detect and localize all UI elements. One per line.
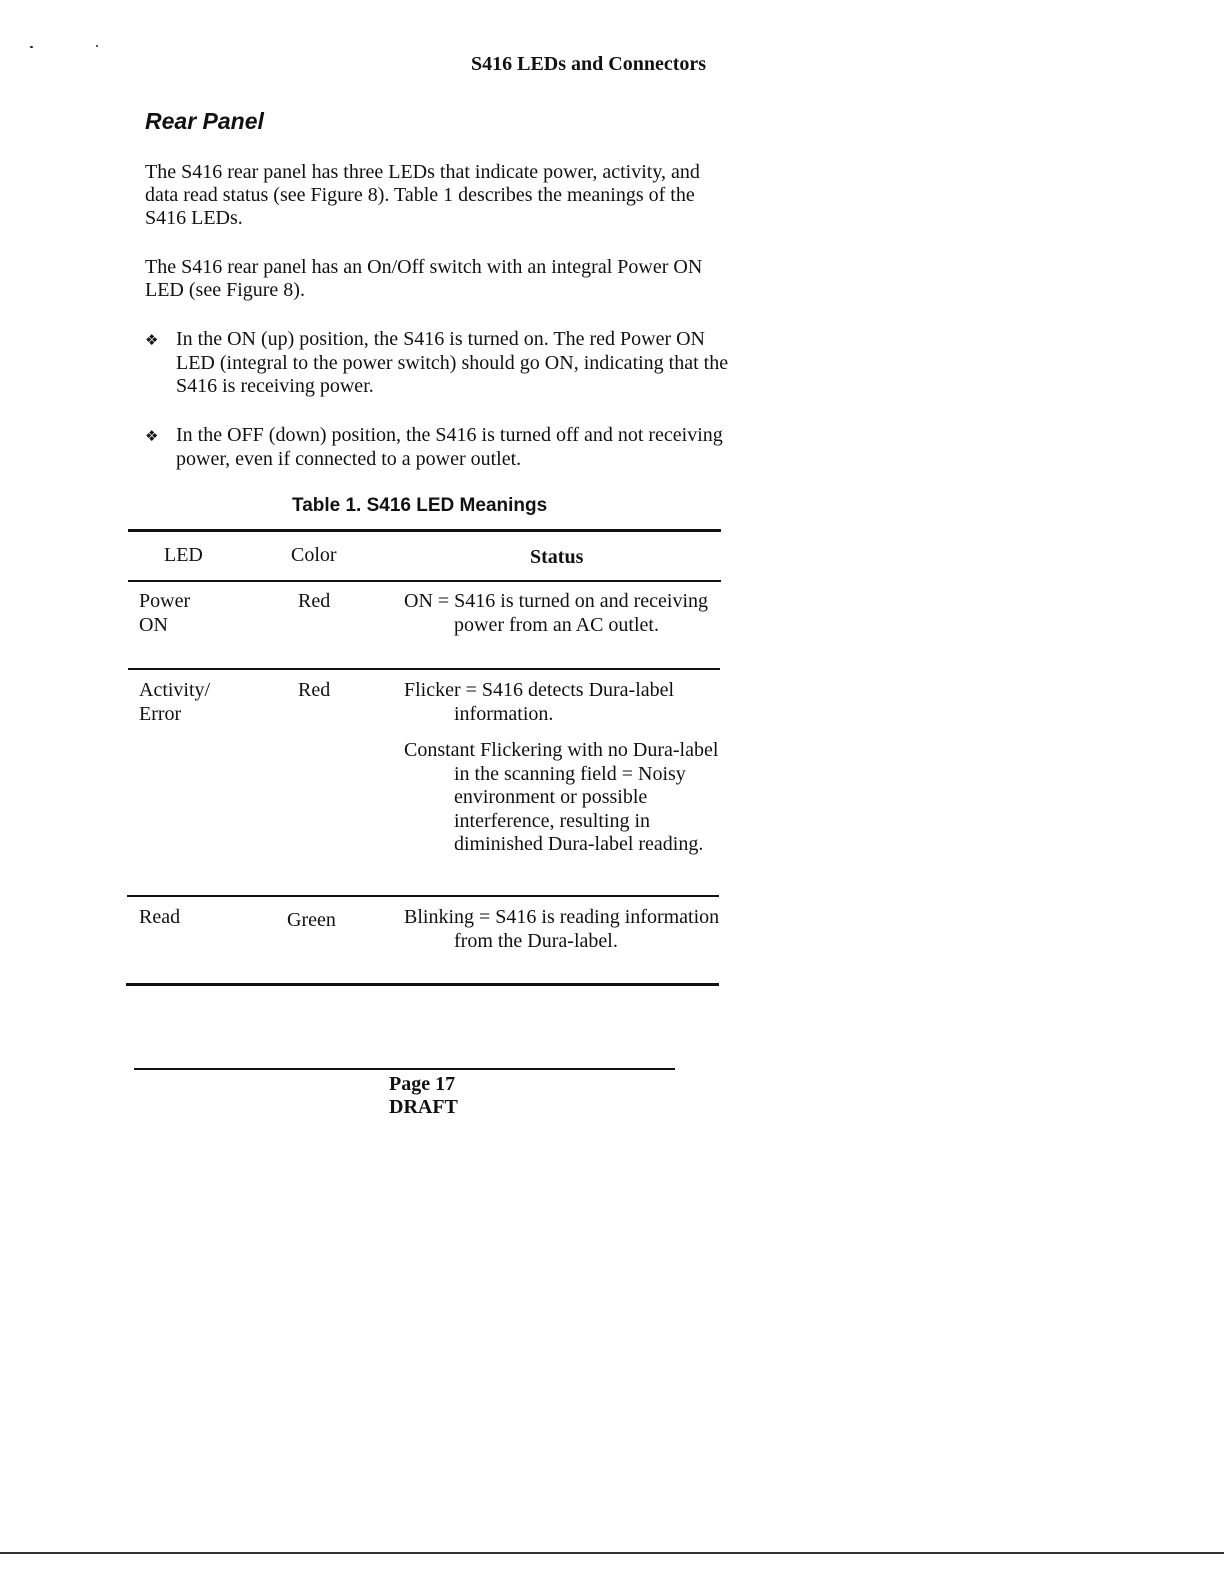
table-row-read-color: Green xyxy=(287,909,336,931)
scan-edge-rule xyxy=(0,1552,1224,1554)
column-header-color: Color xyxy=(291,544,337,566)
table-caption: Table 1. S416 LED Meanings xyxy=(292,495,548,516)
led-name-line: Error xyxy=(139,702,182,725)
diamond-bullet-icon: ❖ xyxy=(145,331,159,349)
column-header-status: Status xyxy=(530,546,584,568)
led-name-line: Activity/ xyxy=(139,679,211,701)
bullet-text: In the OFF (down) position, the S416 is turned off and not receiving power, even if connected to a power outlet. xyxy=(176,424,723,470)
bullet-text: In the ON (up) position, the S416 is turned on. The red Power ON LED (integral to the power switch) should go ON, indicating that the S416 is receiving power. xyxy=(176,328,729,397)
scan-speck xyxy=(96,45,98,47)
table-row-power-status xyxy=(404,590,724,647)
status-entry: Blinking = S416 is reading information from the Dura-label. xyxy=(404,906,720,952)
table-row-read-status xyxy=(404,906,724,963)
table-row-rule xyxy=(127,895,719,897)
intro-paragraph: The S416 rear panel has three LEDs that indicate power, activity, and data read status (see Figure 8). Table 1 describes the meanings of the S416 LEDs. xyxy=(145,161,700,229)
page-number: Page 17 xyxy=(389,1073,456,1095)
diamond-bullet-icon: ❖ xyxy=(145,427,159,445)
table-header-rule xyxy=(128,580,721,582)
table-row-power-led xyxy=(139,590,269,637)
table-row-activity-color: Red xyxy=(298,679,331,701)
section-heading: Rear Panel xyxy=(145,108,264,134)
led-name-line: ON xyxy=(139,613,168,636)
page-footer xyxy=(389,1073,458,1119)
status-entry: ON = S416 is turned on and receiving power from an AC outlet. xyxy=(404,590,709,636)
draft-label: DRAFT xyxy=(389,1096,458,1118)
table-top-rule xyxy=(128,529,721,532)
table-bottom-rule xyxy=(126,983,719,986)
switch-paragraph: The S416 rear panel has an On/Off switch with an integral Power ON LED (see Figure 8). xyxy=(145,256,703,301)
table-row-power-color: Red xyxy=(298,590,331,612)
led-name-line: Power xyxy=(139,590,191,612)
status-entry: Constant Flickering with no Dura-label in the scanning field = Noisy environment or possible interference, resulting in diminished Dura-label reading. xyxy=(404,739,719,855)
column-header-led: LED xyxy=(164,544,203,566)
footer-rule xyxy=(134,1068,675,1070)
scan-speck xyxy=(30,46,33,48)
table-row-read-led xyxy=(139,906,269,930)
led-name-line: Read xyxy=(139,906,181,928)
table-row-activity-led xyxy=(139,679,269,726)
table-row-rule xyxy=(128,668,720,670)
running-header: S416 LEDs and Connectors xyxy=(471,53,707,75)
table-row-activity-status xyxy=(404,679,724,867)
status-entry: Flicker = S416 detects Dura-label information. xyxy=(404,679,675,725)
